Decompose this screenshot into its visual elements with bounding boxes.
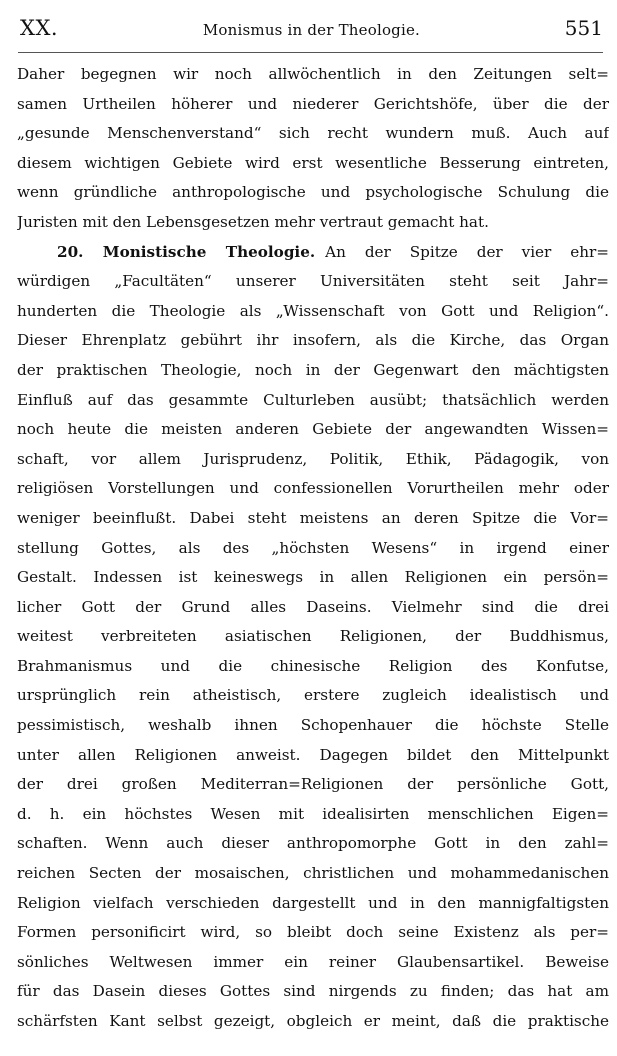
text-line-rest: An der Spitze der vier ehr= bbox=[325, 242, 609, 261]
text-line: religiösen Vorstellungen und confessionellen Vorurtheilen mehr oder bbox=[17, 479, 609, 498]
text-line: ursprünglich rein atheistisch, erstere zugleich idealistisch und bbox=[17, 686, 609, 705]
text-line: Religion vielfach verschieden dargestellt und in den mannigfaltigsten bbox=[17, 893, 609, 912]
text-line: pessimistisch, weshalb ihnen Schopenhauer die höchste Stelle bbox=[17, 716, 609, 735]
text-line: schärfsten Kant selbst gezeigt, obgleich er meint, daß die praktische bbox=[17, 1012, 609, 1030]
paragraph-2 bbox=[17, 238, 609, 1037]
text-line: sönliches Weltwesen immer ein reiner Glaubensartikel. Beweise bbox=[17, 952, 609, 971]
text-line: der praktischen Theologie, noch in der Gegenwart den mächtigsten bbox=[17, 360, 609, 379]
text-line: reichen Secten der mosaischen, christlichen und mohammedanischen bbox=[17, 864, 609, 883]
chapter-number: XX. bbox=[20, 16, 59, 40]
text-line: diesem wichtigen Gebiete wird erst wesentliche Besserung eintreten, bbox=[17, 153, 609, 172]
text-line: Daher begegnen wir noch allwöchentlich in den Zeitungen selt= bbox=[17, 65, 609, 83]
text-line: licher Gott der Grund alles Daseins. Vielmehr sind die drei bbox=[17, 597, 609, 616]
text-line: stellung Gottes, als des „höchsten Wesens“ in irgend einer bbox=[17, 538, 609, 557]
text-line: unter allen Religionen anweist. Dagegen bildet den Mittelpunkt bbox=[17, 745, 609, 764]
text-line: hunderten die Theologie als „Wissenschaft von Gott und Religion“. bbox=[17, 301, 609, 320]
body-text bbox=[17, 60, 609, 1037]
text-line: der drei großen Mediterran=Religionen der persönliche Gott, bbox=[17, 775, 609, 794]
text-line: noch heute die meisten anderen Gebiete der angewandten Wissen= bbox=[17, 420, 609, 439]
section-first-line bbox=[17, 238, 609, 268]
text-line: „gesunde Menschenverstand“ sich recht wundern muß. Auch auf bbox=[17, 124, 609, 143]
text-line: wenn gründliche anthropologische und psychologische Schulung die bbox=[17, 183, 609, 202]
section-heading: 20. Monistische Theologie. bbox=[57, 242, 316, 261]
text-line: für das Dasein dieses Gottes sind nirgends zu finden; das hat am bbox=[17, 982, 609, 1001]
text-line: Einfluß auf das gesammte Culturleben ausübt; thatsächlich werden bbox=[17, 390, 609, 409]
text-line: würdigen „Facultäten“ unserer Universitäten steht seit Jahr= bbox=[17, 272, 609, 291]
text-line: schaft, vor allem Jurisprudenz, Politik, Ethik, Pädagogik, von bbox=[17, 449, 609, 468]
text-line: Brahmanismus und die chinesische Religion des Konfutse, bbox=[17, 656, 609, 675]
running-title: Monismus in der Theologie. bbox=[202, 21, 421, 39]
text-line: samen Urtheilen höherer und niederer Gerichtshöfe, über die der bbox=[17, 94, 609, 113]
text-line: Gestalt. Indessen ist keineswegs in allen Religionen ein persön= bbox=[17, 568, 609, 587]
text-line: weitest verbreiteten asiatischen Religionen, der Buddhismus, bbox=[17, 627, 609, 646]
text-line: Juristen mit den Lebensgesetzen mehr vertraut gemacht hat. bbox=[17, 212, 489, 231]
running-head bbox=[20, 16, 603, 50]
text-line: schaften. Wenn auch dieser anthropomorphe Gott in den zahl= bbox=[17, 834, 609, 853]
text-line: d. h. ein höchstes Wesen mit idealisirten menschlichen Eigen= bbox=[17, 804, 609, 823]
text-line: Dieser Ehrenplatz gebührt ihr insofern, als die Kirche, das Organ bbox=[17, 331, 609, 350]
paragraph-1 bbox=[17, 60, 609, 238]
page-number: 551 bbox=[564, 16, 603, 40]
text-line: weniger beeinflußt. Dabei steht meistens an deren Spitze die Vor= bbox=[17, 508, 609, 527]
header-rule bbox=[18, 52, 603, 53]
text-line: Formen personificirt wird, so bleibt doch seine Existenz als per= bbox=[17, 923, 609, 942]
